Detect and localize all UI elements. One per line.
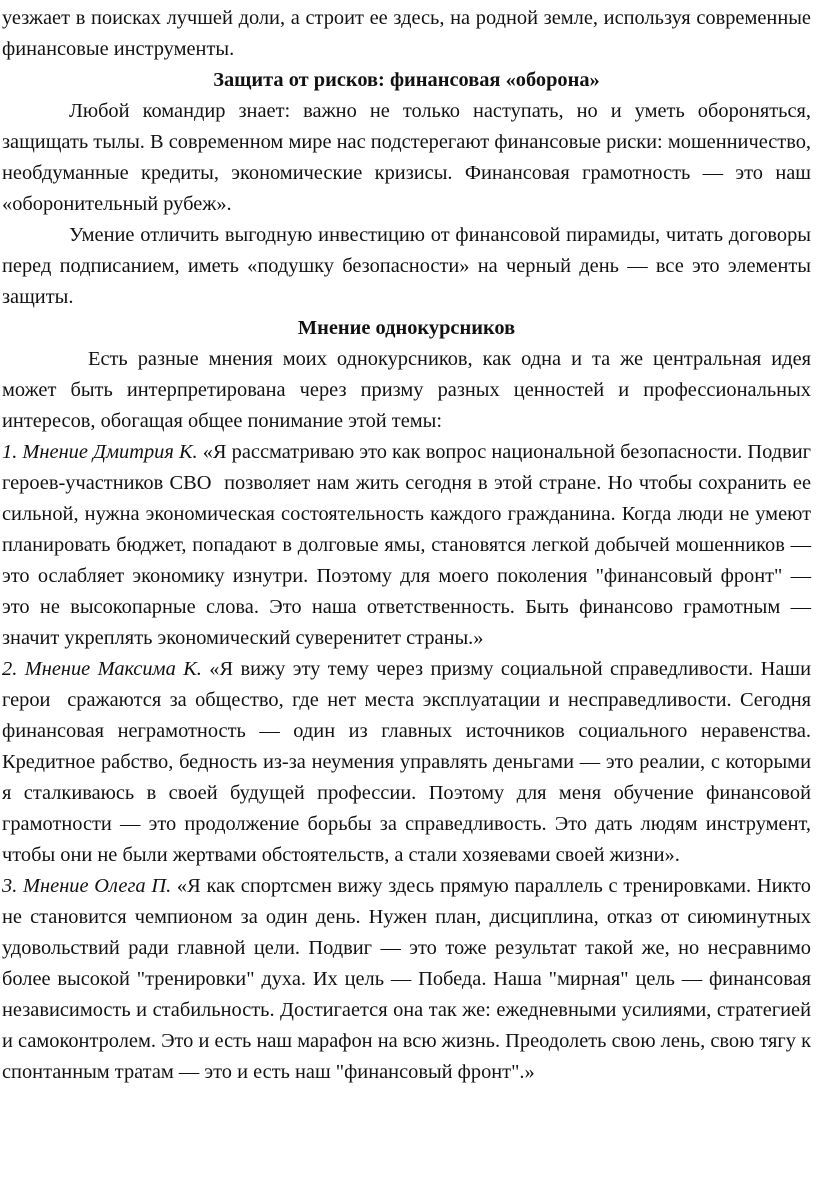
section-heading-classmates-opinion: Мнение однокурсников <box>297 317 516 339</box>
opinion-item <box>2 437 816 654</box>
opinion-author: 2. Мнение Максима К. <box>2 658 202 680</box>
opinion-item <box>2 871 816 1088</box>
intro-paragraph: уезжает в поисках лучшей доли, а строит ее здесь, на родной земле, используя современные финансовые инструменты. <box>2 7 811 60</box>
paragraph-protection-elements: Умение отличить выгодную инвестицию от финансовой пирамиды, читать договоры перед подписанием, иметь «подушку безопасности» на черный день — все это элементы защиты. <box>2 224 811 308</box>
section-heading-risk-defense: Защита от рисков: финансовая «оборона» <box>213 69 600 91</box>
opinion-author: 1. Мнение Дмитрия К. <box>2 441 198 463</box>
opinion-text: «Я вижу эту тему через призму социальной справедливости. Наши герои сражаются за общество, где нет места эксплуатации и несправедливости. Сегодня финансовая неграмотность — один из главных источников социального неравенства. Кредитное рабство, бедность из-за неумения управлять деньгами — это реалии, с которыми я сталкиваюсь в своей будущей профессии. Поэтому для меня обучение финансовой грамотности — это продолжение борьбы за справедливость. Это дать людям инструмент, чтобы они не были жертвами обстоятельств, а стали хозяевами своей жизни». <box>2 658 816 866</box>
paragraph-opinions-intro: Есть разные мнения моих однокурсников, как одна и та же центральная идея может быть интерпретирована через призму разных ценностей и профессиональных интересов, обогащая общее понимание этой темы: <box>2 348 811 432</box>
opinion-text: «Я рассматриваю это как вопрос национальной безопасности. Подвиг героев-участников СВО позволяет нам жить сегодня в этой стране. Но чтобы сохранить ее сильной, нужна экономическая состоятельность каждого гражданина. Когда люди не умеют планировать бюджет, попадают в долговые ямы, становятся легкой добычей мошенников — это ослабляет экономику изнутри. Поэтому для моего поколения "финансовый фронт" — это не высокопарные слова. Это наша ответственность. Быть финансово грамотным — значит укреплять экономический суверенитет страны.» <box>2 441 816 649</box>
opinion-text: «Я как спортсмен вижу здесь прямую параллель с тренировками. Никто не становится чемпионом за один день. Нужен план, дисциплина, отказ от сиюминутных удовольствий ради главной цели. Подвиг — это тоже результат такой же, но несравнимо более высокой "тренировки" духа. Их цель — Победа. Наша "мирная" цель — финансовая независимость и стабильность. Достигается она так же: ежедневными усилиями, стратегией и самоконтролем. Это и есть наш марафон на всю жизнь. Преодолеть свою лень, свою тягу к спонтанным тратам — это и есть наш "финансовый фронт".» <box>2 875 816 1083</box>
opinion-item <box>2 654 816 871</box>
opinion-author: 3. Мнение Олега П. <box>2 875 172 897</box>
paragraph-commander: Любой командир знает: важно не только наступать, но и уметь обороняться, защищать тылы. В современном мире нас подстерегают финансовые риски: мошенничество, необдуманные кредиты, экономические кризисы. Финансовая грамотность — это наш «оборонительный рубеж». <box>2 100 811 215</box>
